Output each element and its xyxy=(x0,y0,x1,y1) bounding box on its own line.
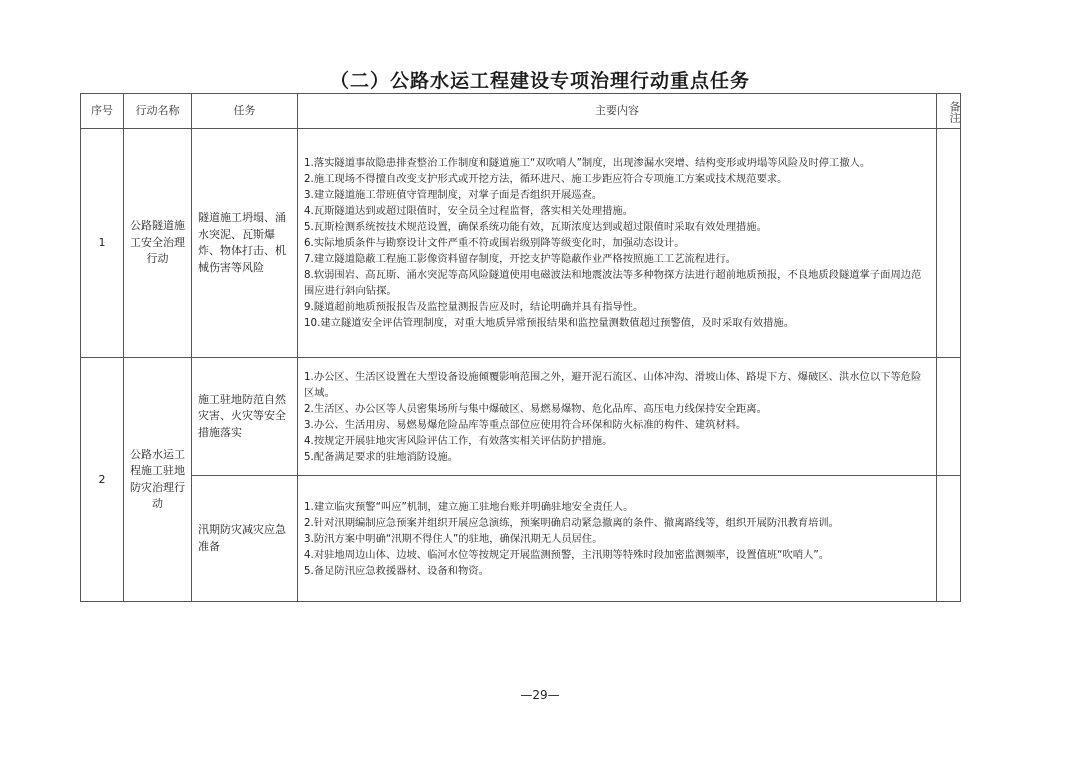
content-item: 4.对驻地周边山体、边坡、临河水位等按规定开展监测预警，主汛期等特殊时段加密监测频率，设置值班“吹哨人”。 xyxy=(304,548,830,561)
content-item: 5.瓦斯检测系统按技术规范设置，确保系统功能有效，瓦斯浓度达到或超过限值时采取有效处理措施。 xyxy=(304,221,767,233)
content-item: 9.隧道超前地质预报报告及监控量测报告应及时，结论明确并具有指导性。 xyxy=(304,301,644,313)
content-item: 1.落实隧道事故隐患排查整治工作制度和隧道施工“双吹哨人”制度，出现渗漏水突增、结构变形或坍塌等风险及时停工撤人。 xyxy=(304,157,871,169)
table-row xyxy=(81,358,961,476)
header-content: 主要内容 xyxy=(298,94,937,129)
row-content xyxy=(298,476,937,602)
content-item: 2.生活区、办公区等人员密集场所与集中爆破区、易燃易爆物、危化品库、高压电力线保持安全距离。 xyxy=(304,402,767,415)
table-header-row xyxy=(81,94,961,129)
header-seq: 序号 xyxy=(81,94,124,129)
task-table xyxy=(80,93,961,602)
content-item: 3.防汛方案中明确“汛期不得住人”的驻地，确保汛期无人员居住。 xyxy=(304,532,603,545)
row-task: 施工驻地防范自然灾害、火灾等安全措施落实 xyxy=(192,358,298,476)
content-item: 3.办公、生活用房、易燃易爆危险品库等重点部位应使用符合环保和防火标准的构件、建筑材料。 xyxy=(304,418,747,431)
content-item: 10.建立隧道安全评估管理制度，对重大地质异常预报结果和监控量测数值超过预警值，及时采取有效措施。 xyxy=(304,317,795,329)
content-item: 4.瓦斯隧道达到或超过限值时，安全员全过程监督，落实相关处理措施。 xyxy=(304,205,634,217)
header-task: 任务 xyxy=(192,94,298,129)
header-action: 行动名称 xyxy=(124,94,192,129)
content-item: 5.备足防汛应急救援器材、设备和物资。 xyxy=(304,564,489,577)
row-remark xyxy=(937,358,961,476)
row-content xyxy=(298,358,937,476)
content-item: 1.建立临灾预警“叫应”机制，建立施工驻地台账并明确驻地安全责任人。 xyxy=(304,500,634,513)
row-remark xyxy=(937,476,961,602)
content-item: 2.施工现场不得擅自改变支护形式或开挖方法，循环进尺、施工步距应符合专项施工方案或技术规范要求。 xyxy=(304,173,788,185)
table-row xyxy=(81,129,961,358)
table-row xyxy=(81,476,961,602)
row-task: 隧道施工坍塌、涌水突泥、瓦斯爆炸、物体打击、机械伤害等风险 xyxy=(192,129,298,358)
row-remark xyxy=(937,129,961,358)
content-item: 2.针对汛期编制应急预案并组织开展应急演练，预案明确启动紧急撤离的条件、撤离路线等，组织开展防汛教育培训。 xyxy=(304,516,839,529)
content-item: 8.软弱围岩、高瓦斯、涌水突泥等高风险隧道使用电磁波法和地震波法等多种物探方法进行超前地质预报，不良地质段隧道掌子面周边范围应进行斜向钻探。 xyxy=(304,269,922,297)
row-action: 公路隧道施工安全治理行动 xyxy=(124,129,192,358)
row-seq: 1 xyxy=(81,129,124,358)
content-item: 6.实际地质条件与勘察设计文件严重不符或围岩级别降等级变化时，加强动态设计。 xyxy=(304,237,685,249)
content-item: 1.办公区、生活区设置在大型设备设施倾覆影响范围之外，避开泥石流区、山体冲沟、滑坡山体、路堤下方、爆破区、洪水位以下等危险区域。 xyxy=(304,370,922,399)
page-title: （二）公路水运工程建设专项治理行动重点任务 xyxy=(329,70,750,92)
header-remark: 备注 xyxy=(937,94,961,129)
row-seq: 2 xyxy=(81,358,124,602)
content-item: 5.配备满足要求的驻地消防设施。 xyxy=(304,450,458,463)
content-item: 4.按规定开展驻地灾害风险评估工作，有效落实相关评估防护措施。 xyxy=(304,434,613,447)
content-item: 7.建立隧道隐蔽工程施工影像资料留存制度，开挖支护等隐蔽作业严格按照施工工艺流程进行。 xyxy=(304,253,736,265)
row-action: 公路水运工程施工驻地防灾治理行动 xyxy=(124,358,192,602)
content-item: 3.建立隧道施工带班值守管理制度，对掌子面是否组织开展巡查。 xyxy=(304,189,603,201)
page-number: —29— xyxy=(520,688,560,702)
row-content xyxy=(298,129,937,358)
row-task: 汛期防灾减灾应急准备 xyxy=(192,476,298,602)
